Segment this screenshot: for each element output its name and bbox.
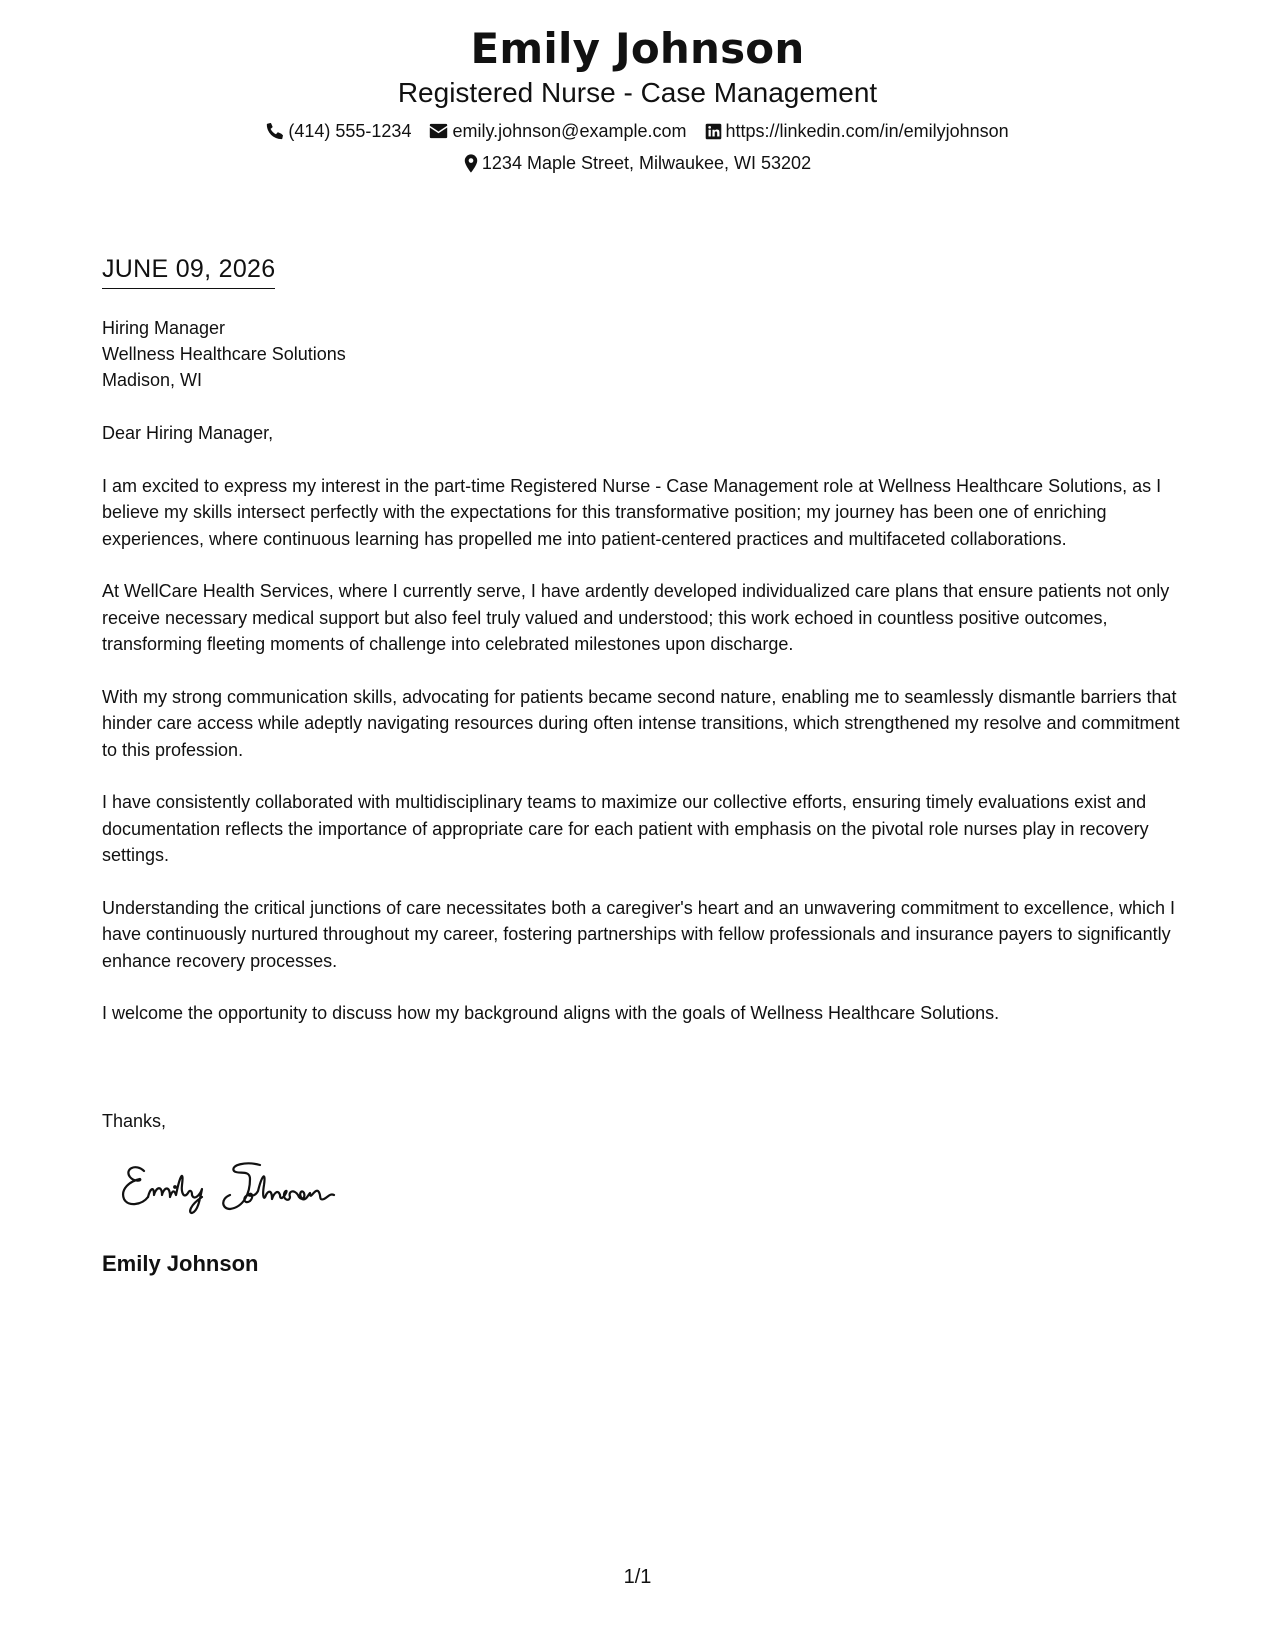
linkedin-icon [705, 123, 722, 140]
recipient-block [102, 315, 346, 393]
address-row [0, 151, 1275, 175]
body-paragraph: I welcome the opportunity to discuss how my background aligns with the goals of Wellness Healthcare Solutions. [102, 1003, 1000, 1023]
map-marker-icon [464, 154, 478, 173]
letter-body [102, 420, 1182, 1053]
phone-text: (414) 555-1234 [288, 121, 412, 141]
applicant-name: Emily Johnson [470, 24, 805, 73]
handwritten-signature [118, 1155, 348, 1217]
body-paragraph: Understanding the critical junctions of care necessitates both a caregiver's heart and an unwavering commitment to excellence, which I have continuously nurtured throughout my career, fostering partnerships with fellow professionals and insurance payers to significantly enhance recovery processes. [102, 897, 1175, 971]
body-paragraph: At WellCare Health Services, where I currently serve, I have ardently developed individualized care plans that ensure patients not only receive necessary medical support but also feel truly valued and understood; this work echoed in countless positive outcomes, transforming fleeting moments of challenge into celebrated milestones upon discharge. [102, 581, 1170, 654]
email-text[interactable]: emily.johnson@example.com [452, 121, 687, 141]
letter-header [0, 22, 1275, 175]
letter-date: JUNE 09, 2026 [102, 254, 275, 289]
phone-icon [266, 122, 284, 140]
signer-name: Emily Johnson [102, 1251, 259, 1276]
page-number: 1/1 [623, 1566, 652, 1588]
contact-row [0, 119, 1275, 143]
body-paragraph: I am excited to express my interest in the part-time Registered Nurse - Case Management role at Wellness Healthcare Solutions, as I believe my skills intersect perfectly with the expectations for this transformative position; my journey has been one of enriching experiences, where continuous learning has propelled me into patient-centered practices and multifaceted collaborations. [102, 475, 1162, 549]
closing: Thanks, [102, 1111, 167, 1131]
recipient-line: Wellness Healthcare Solutions [102, 344, 346, 364]
salutation: Dear Hiring Manager, [102, 423, 274, 443]
recipient-line: Hiring Manager [102, 318, 226, 338]
contact-linkedin[interactable] [705, 119, 1009, 143]
applicant-title: Registered Nurse - Case Management [397, 77, 878, 108]
contact-email[interactable] [429, 119, 686, 143]
body-paragraph: With my strong communication skills, advocating for patients became second nature, enabling me to seamlessly dismantle barriers that hinder care access while adeptly navigating resources during often intense transitions, which strengthened my resolve and commitment to this profession. [102, 686, 1180, 760]
contact-phone [266, 119, 411, 143]
envelope-icon [429, 123, 448, 139]
contact-address [464, 151, 811, 175]
linkedin-text[interactable]: https://linkedin.com/in/emilyjohnson [725, 121, 1009, 141]
address-text: 1234 Maple Street, Milwaukee, WI 53202 [481, 153, 812, 173]
body-paragraph: I have consistently collaborated with multidisciplinary teams to maximize our collective efforts, ensuring timely evaluations exist and documentation reflects the importance of appropriate care for each patient with emphasis on the pivotal role nurses play in recovery settings. [102, 792, 1149, 865]
recipient-line: Madison, WI [102, 370, 203, 390]
